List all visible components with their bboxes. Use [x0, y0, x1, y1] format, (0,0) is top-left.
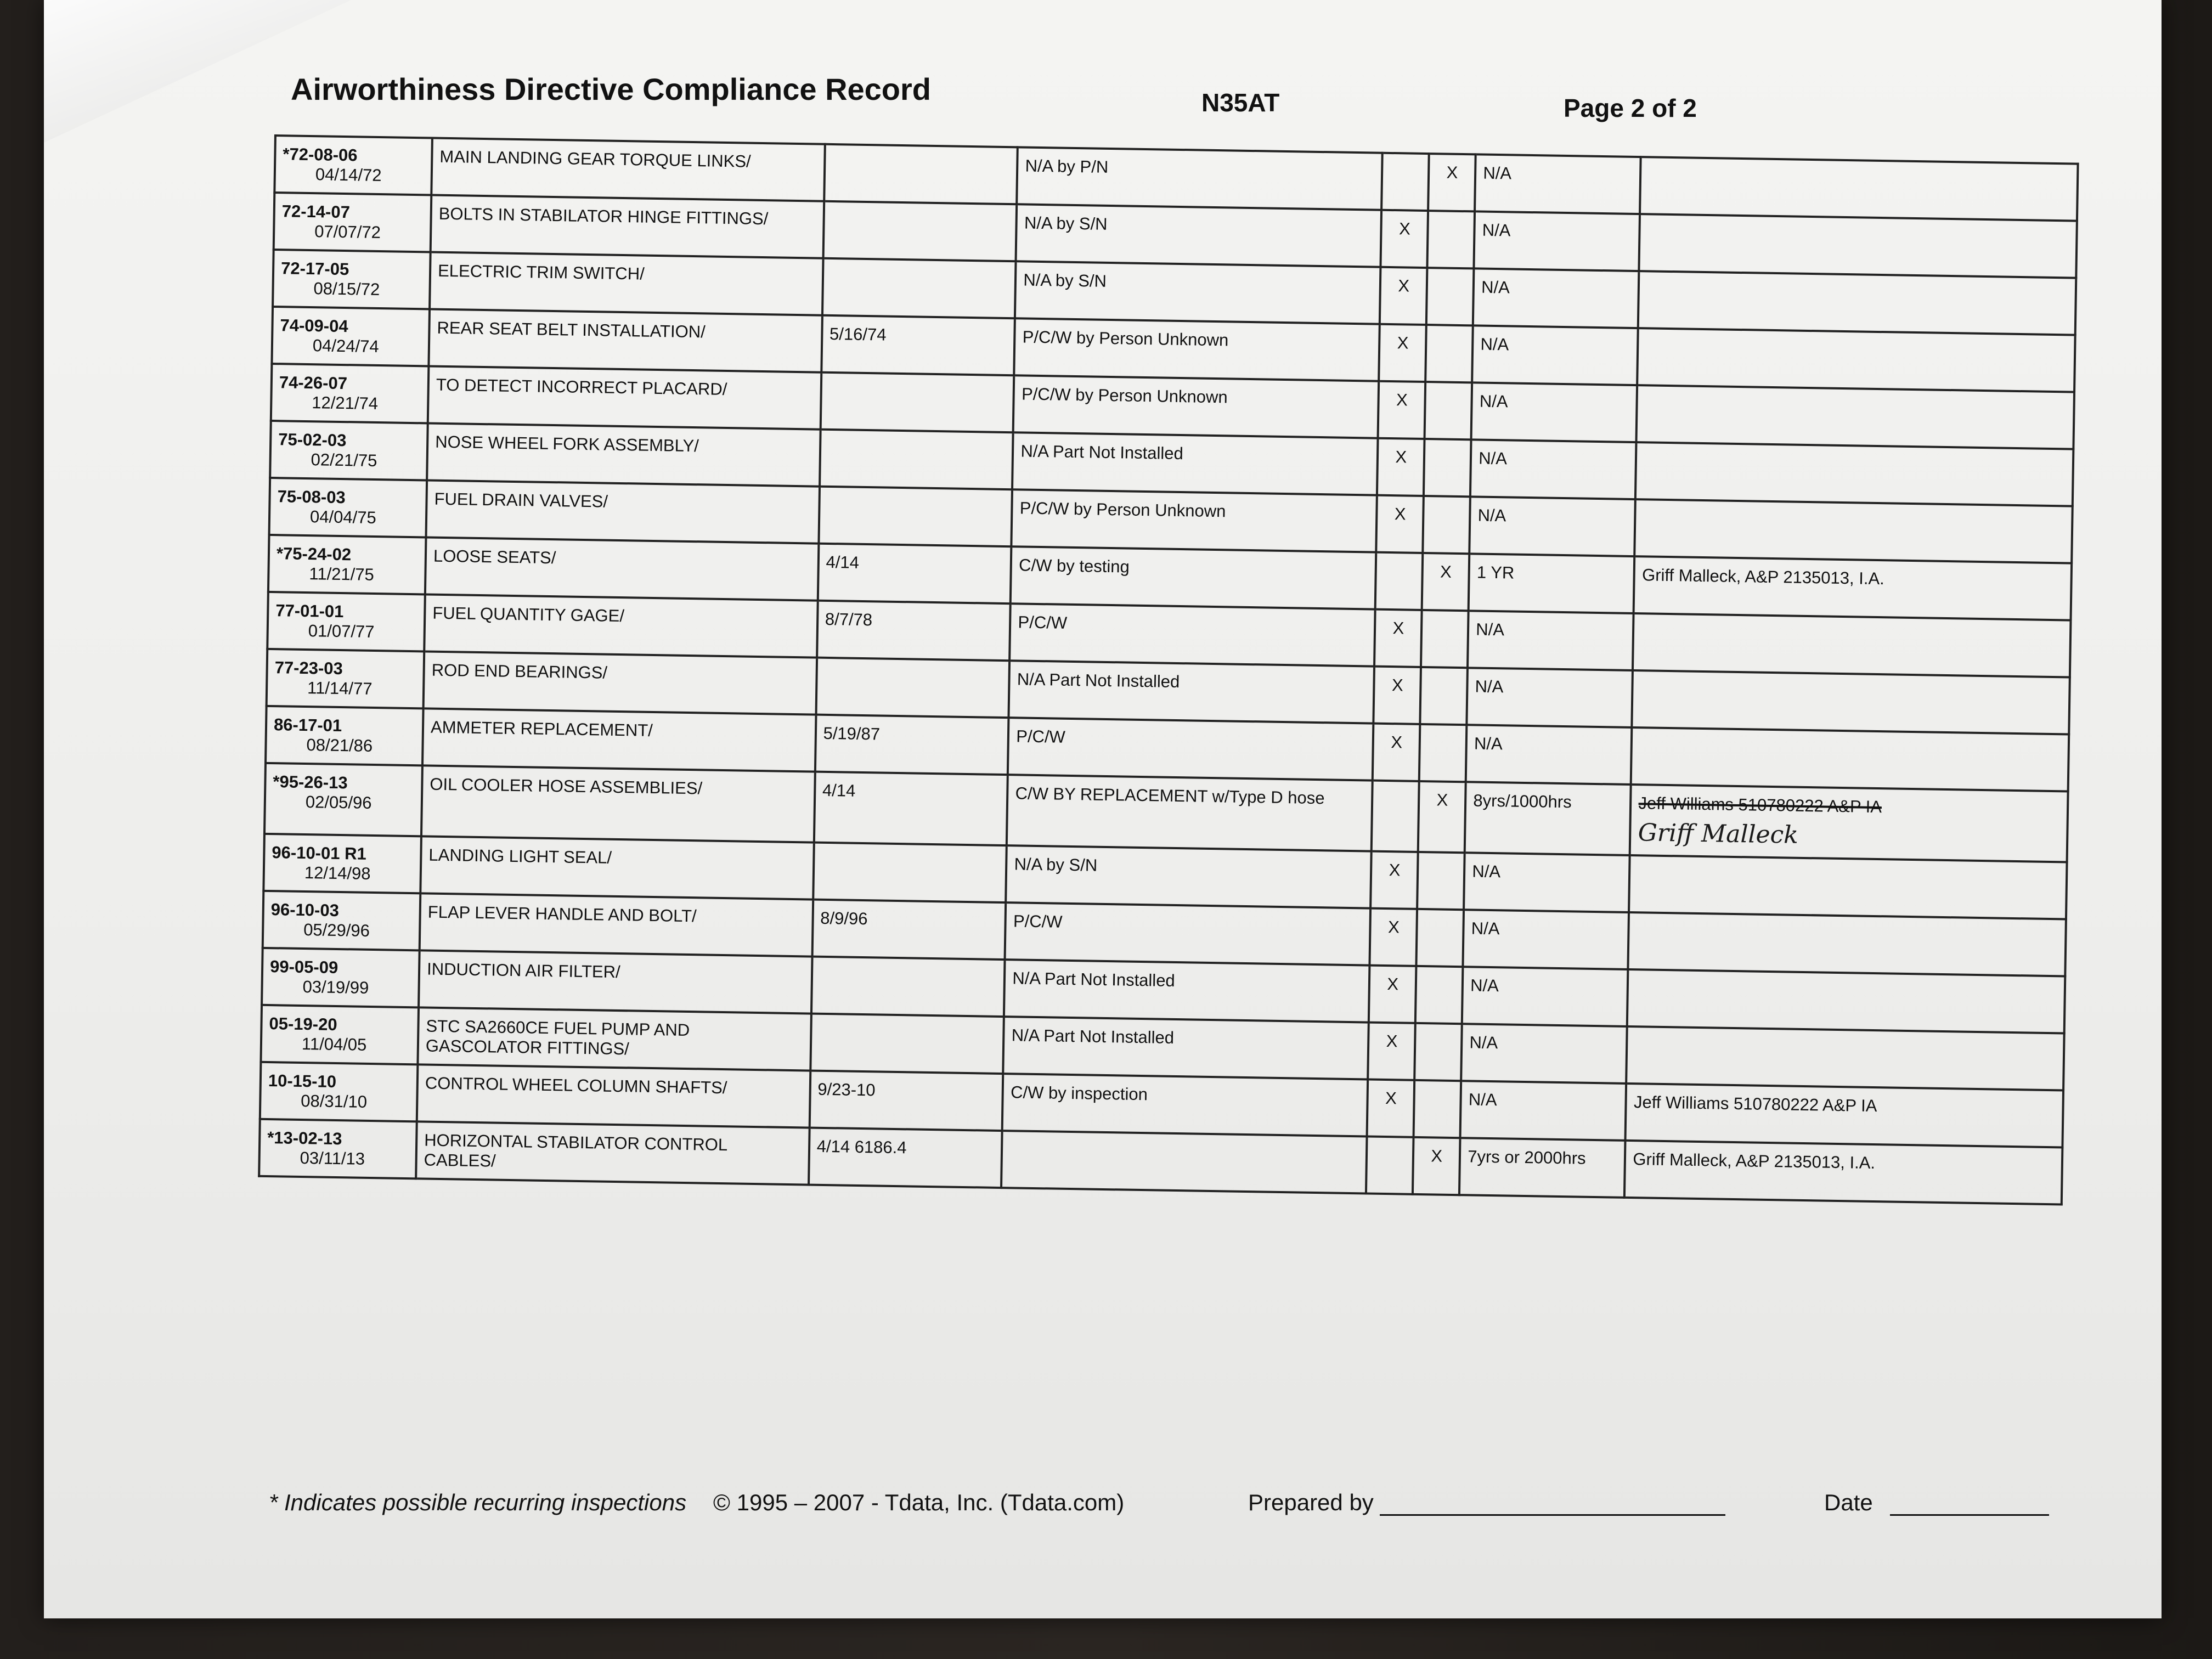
handwritten-signature [1649, 171, 2070, 178]
one-time-mark [1372, 781, 1419, 852]
ad-date: 12/21/74 [312, 393, 379, 414]
method-cell [1001, 1131, 1367, 1193]
compliance-date-cell [820, 373, 1014, 433]
ad-cell [263, 834, 421, 893]
ad-cell [271, 364, 429, 423]
recurring-mark: X [1428, 154, 1476, 211]
ad-compliance-table [258, 134, 2079, 1205]
subject-cell: FUEL QUANTITY GAGE/ [424, 594, 817, 657]
next-due-cell: N/A [1462, 967, 1628, 1026]
ad-cell [268, 535, 426, 594]
one-time-mark [1366, 1137, 1414, 1194]
recurring-mark [1426, 325, 1474, 382]
subject-cell: BOLTS IN STABILATOR HINGE FITTINGS/ [431, 195, 824, 258]
ad-number: *95-26-13 [273, 772, 348, 793]
next-due-cell: N/A [1475, 154, 1641, 214]
page-title: Airworthiness Directive Compliance Record [291, 72, 932, 106]
ad-cell [263, 891, 421, 950]
recurring-mark [1421, 610, 1469, 668]
ad-cell [270, 421, 428, 480]
method-cell: N/A Part Not Installed [1009, 661, 1375, 723]
ad-number: *72-08-06 [283, 144, 358, 165]
ad-number: 96-10-03 [270, 900, 340, 921]
handwritten-signature [1641, 628, 2063, 634]
prepared-by-label: Prepared by [1248, 1489, 1374, 1515]
compliance-date-cell [823, 201, 1017, 262]
signature-cell [1637, 385, 2074, 449]
recurring-mark [1415, 1023, 1463, 1081]
ad-cell [274, 193, 432, 252]
handwritten-signature [1640, 685, 2062, 691]
ad-cell [272, 307, 430, 366]
recurring-mark [1414, 1080, 1462, 1138]
ad-number: 05-19-20 [269, 1014, 337, 1034]
method-cell: C/W BY REPLACEMENT w/Type D hose [1007, 775, 1373, 851]
compliance-date-cell [820, 430, 1013, 490]
method-cell: C/W by inspection [1002, 1074, 1368, 1136]
ad-date: 07/07/72 [314, 222, 381, 242]
next-due-cell: N/A [1473, 268, 1639, 328]
recurring-mark [1427, 211, 1475, 268]
ad-number: 72-14-07 [281, 201, 351, 222]
recurring-mark [1415, 966, 1463, 1024]
subject-cell: CONTROL WHEEL COLUMN SHAFTS/ [417, 1064, 810, 1127]
date-field [1824, 1489, 2049, 1516]
recurring-mark [1426, 268, 1474, 325]
subject-cell: REAR SEAT BELT INSTALLATION/ [428, 309, 822, 372]
next-due-cell: N/A [1466, 725, 1632, 785]
method-cell: P/C/W by Person Unknown [1013, 375, 1379, 438]
handwritten-signature [1635, 984, 2057, 990]
recurring-mark [1425, 382, 1472, 439]
compliance-date-cell: 4/14 [817, 544, 1011, 604]
one-time-mark [1375, 552, 1423, 610]
compliance-date-cell: 8/7/78 [817, 601, 1011, 661]
subject-cell: NOSE WHEEL FORK ASSEMBLY/ [427, 423, 820, 486]
prepared-by-line [1380, 1492, 1725, 1516]
ad-cell [264, 763, 422, 836]
next-due-cell: N/A [1472, 325, 1638, 385]
signature-cell [1635, 442, 2073, 506]
next-due-cell: N/A [1468, 611, 1634, 670]
recurring-mark [1423, 496, 1471, 554]
compliance-date-cell: 4/14 [814, 772, 1008, 846]
compliance-date-cell [816, 658, 1009, 718]
ad-number: 72-17-05 [280, 258, 349, 279]
signature-cell [1627, 969, 2065, 1033]
ad-number: 75-02-03 [278, 430, 347, 450]
compliance-date-cell [824, 144, 1018, 205]
signature-cell [1627, 1026, 2064, 1090]
ad-date: 08/15/72 [313, 279, 380, 300]
subject-cell: MAIN LANDING GEAR TORQUE LINKS/ [431, 138, 825, 201]
signature-cell [1638, 328, 2075, 392]
tail-number: N35AT [1201, 88, 1280, 117]
compliance-date-cell: 5/19/87 [815, 715, 1009, 775]
method-cell: N/A by P/N [1017, 147, 1383, 210]
subject-cell: STC SA2660CE FUEL PUMP AND GASCOLATOR FITTINGS/ [417, 1007, 811, 1070]
ad-cell [266, 706, 424, 765]
method-cell: P/C/W [1009, 603, 1375, 666]
ad-number: 10-15-10 [268, 1071, 337, 1091]
ad-cell [274, 136, 432, 195]
recurring-mark [1419, 724, 1467, 782]
compliance-date-cell [811, 957, 1005, 1017]
one-time-mark: X [1371, 851, 1419, 909]
ad-cell [267, 649, 425, 708]
method-cell: C/W by testing [1011, 546, 1376, 609]
one-time-mark: X [1369, 966, 1417, 1023]
handwritten-signature [1637, 927, 2058, 933]
method-cell: P/C/W by Person Unknown [1012, 489, 1378, 552]
ad-number: 86-17-01 [273, 715, 342, 736]
ad-date: 11/21/75 [309, 564, 375, 584]
handwritten-signature [1644, 456, 2066, 463]
ad-cell [260, 1062, 418, 1121]
subject-cell: OIL COOLER HOSE ASSEMBLIES/ [421, 765, 815, 842]
signature-text: Jeff Williams 510780222 A&P IA [1633, 1092, 1877, 1116]
ad-cell [273, 250, 431, 309]
handwritten-signature [1643, 514, 2064, 520]
recurring-mark [1417, 852, 1465, 910]
ad-date: 03/11/13 [300, 1148, 365, 1169]
subject-cell: LANDING LIGHT SEAL/ [420, 836, 814, 899]
date-line [1890, 1492, 2049, 1516]
recurring-mark: X [1422, 553, 1470, 611]
signature-cell [1638, 271, 2076, 335]
next-due-cell: 8yrs/1000hrs [1465, 782, 1631, 855]
next-due-cell: N/A [1464, 853, 1630, 912]
ad-number: 75-08-03 [277, 487, 346, 507]
ad-date: 08/31/10 [301, 1091, 368, 1111]
signature-cell [1635, 499, 2073, 563]
handwritten-signature [1635, 1041, 2056, 1047]
one-time-mark: X [1373, 724, 1420, 781]
signature-cell [1633, 613, 2070, 677]
one-time-mark: X [1370, 909, 1418, 966]
handwritten-signature [1647, 228, 2069, 235]
method-cell: N/A Part Not Installed [1012, 432, 1378, 495]
ad-number: 77-23-03 [274, 658, 343, 679]
subject-cell: INDUCTION AIR FILTER/ [419, 950, 812, 1013]
handwritten-signature [1634, 1118, 2055, 1124]
next-due-cell: 1 YR [1469, 554, 1635, 613]
ad-date: 04/14/72 [315, 165, 382, 185]
one-time-mark: X [1368, 1023, 1416, 1080]
one-time-mark: X [1367, 1080, 1415, 1137]
recurring-note: * Indicates possible recurring inspections [269, 1489, 687, 1515]
one-time-mark: X [1379, 324, 1427, 382]
compliance-date-cell: 4/14 6186.4 [809, 1128, 1002, 1188]
subject-cell: AMMETER REPLACEMENT/ [422, 708, 816, 771]
compliance-date-cell [822, 258, 1016, 319]
subject-cell: FUEL DRAIN VALVES/ [426, 480, 820, 543]
subject-cell: HORIZONTAL STABILATOR CONTROL CABLES/ [416, 1121, 809, 1184]
subject-cell: TO DETECT INCORRECT PLACARD/ [428, 366, 821, 429]
subject-cell: ELECTRIC TRIM SWITCH/ [430, 252, 823, 315]
ad-number: *13-02-13 [267, 1128, 342, 1149]
ad-cell [269, 478, 427, 537]
ad-date: 12/14/98 [304, 863, 371, 883]
ad-number: *75-24-02 [276, 544, 352, 565]
handwritten-signature [1639, 742, 2061, 748]
ad-number: 77-01-01 [275, 601, 344, 622]
ad-date: 02/05/96 [305, 792, 372, 812]
next-due-cell: 7yrs or 2000hrs [1459, 1138, 1626, 1198]
ad-cell [267, 592, 425, 651]
one-time-mark: X [1381, 210, 1429, 268]
compliance-date-cell [810, 1014, 1004, 1074]
page-number: Page 2 of 2 [1564, 94, 1697, 122]
signature-text: Griff Malleck, A&P 2135013, I.A. [1633, 1149, 1876, 1173]
subject-cell: ROD END BEARINGS/ [424, 651, 817, 714]
ad-cell [262, 948, 420, 1007]
next-due-cell: N/A [1471, 382, 1638, 442]
signature-cell [1624, 1141, 2062, 1204]
subject-cell: LOOSE SEATS/ [425, 537, 819, 600]
one-time-mark: X [1380, 267, 1427, 325]
ad-date: 11/14/77 [307, 678, 373, 698]
method-cell: P/C/W [1005, 902, 1371, 965]
subject-cell: FLAP LEVER HANDLE AND BOLT/ [420, 893, 813, 956]
one-time-mark: X [1376, 495, 1424, 553]
ad-date: 01/07/77 [308, 621, 375, 641]
recurring-mark: X [1413, 1137, 1460, 1195]
ad-date: 11/04/05 [301, 1034, 367, 1054]
next-due-cell: N/A [1469, 496, 1635, 556]
ad-number: 74-09-04 [280, 315, 348, 336]
signature-cell [1632, 670, 2070, 734]
method-cell: P/C/W by Person Unknown [1014, 318, 1380, 381]
one-time-mark: X [1374, 667, 1421, 724]
signature-cell [1626, 1084, 2063, 1147]
ad-date: 04/24/74 [312, 336, 379, 357]
handwritten-signature [1633, 1175, 2054, 1181]
method-cell: N/A by S/N [1006, 845, 1372, 908]
ad-date: 05/29/96 [303, 920, 370, 940]
one-time-mark: X [1378, 381, 1426, 439]
copyright: © 1995 – 2007 - Tdata, Inc. (Tdata.com) [713, 1489, 1125, 1515]
recurring-mark: X [1418, 781, 1466, 853]
ad-number: 96-10-01 R1 [272, 843, 367, 864]
ad-date: 02/21/75 [311, 450, 377, 471]
signature-cell [1628, 912, 2066, 976]
signature-cell [1631, 727, 2069, 791]
recurring-mark [1424, 439, 1471, 496]
signature-cell [1639, 214, 2077, 278]
recurring-mark [1420, 667, 1468, 725]
compliance-date-cell: 9/23-10 [809, 1071, 1003, 1131]
ad-cell [261, 1005, 419, 1064]
method-cell: P/C/W [1008, 718, 1374, 780]
ad-date: 08/21/86 [306, 735, 373, 755]
next-due-cell: N/A [1474, 211, 1640, 271]
handwritten-signature [1646, 342, 2067, 349]
next-due-cell: N/A [1461, 1024, 1627, 1084]
handwritten-signature: Griff Malleck [1638, 819, 1799, 849]
signature-cell [1630, 785, 2068, 862]
signature-cell [1629, 855, 2067, 919]
handwritten-signature [1646, 285, 2068, 292]
prepared-by [1248, 1489, 1725, 1516]
ad-date: 03/19/99 [302, 977, 369, 997]
ad-cell [259, 1119, 417, 1178]
next-due-cell: N/A [1460, 1081, 1627, 1141]
ad-number: 99-05-09 [269, 957, 338, 978]
handwritten-signature [1638, 870, 2059, 876]
handwritten-signature [1642, 590, 2063, 597]
signature-text: Griff Malleck, A&P 2135013, I.A. [1641, 565, 1885, 589]
signature-text: Jeff Williams 510780222 A&P IA [1638, 793, 1882, 817]
signature-cell [1634, 556, 2072, 620]
next-due-cell: N/A [1467, 668, 1633, 727]
recurring-mark [1417, 909, 1464, 967]
compliance-date-cell: 5/16/74 [821, 315, 1015, 376]
next-due-cell: N/A [1470, 439, 1637, 499]
next-due-cell: N/A [1463, 910, 1629, 969]
method-cell: N/A Part Not Installed [1004, 960, 1370, 1022]
compliance-date-cell [819, 487, 1012, 547]
table-body [259, 136, 2078, 1204]
method-cell: N/A by S/N [1015, 261, 1381, 324]
method-cell: N/A Part Not Installed [1003, 1017, 1369, 1079]
handwritten-signature [1645, 399, 2066, 406]
ad-number: 74-26-07 [279, 373, 348, 393]
one-time-mark [1382, 153, 1430, 211]
ad-date: 04/04/75 [309, 507, 376, 528]
one-time-mark: X [1374, 610, 1422, 667]
one-time-mark: X [1377, 438, 1425, 496]
compliance-date-cell [813, 843, 1007, 903]
date-label: Date [1824, 1489, 1873, 1515]
compliance-date-cell: 8/9/96 [812, 900, 1006, 960]
method-cell: N/A by S/N [1016, 204, 1382, 267]
signature-cell [1640, 157, 2078, 221]
